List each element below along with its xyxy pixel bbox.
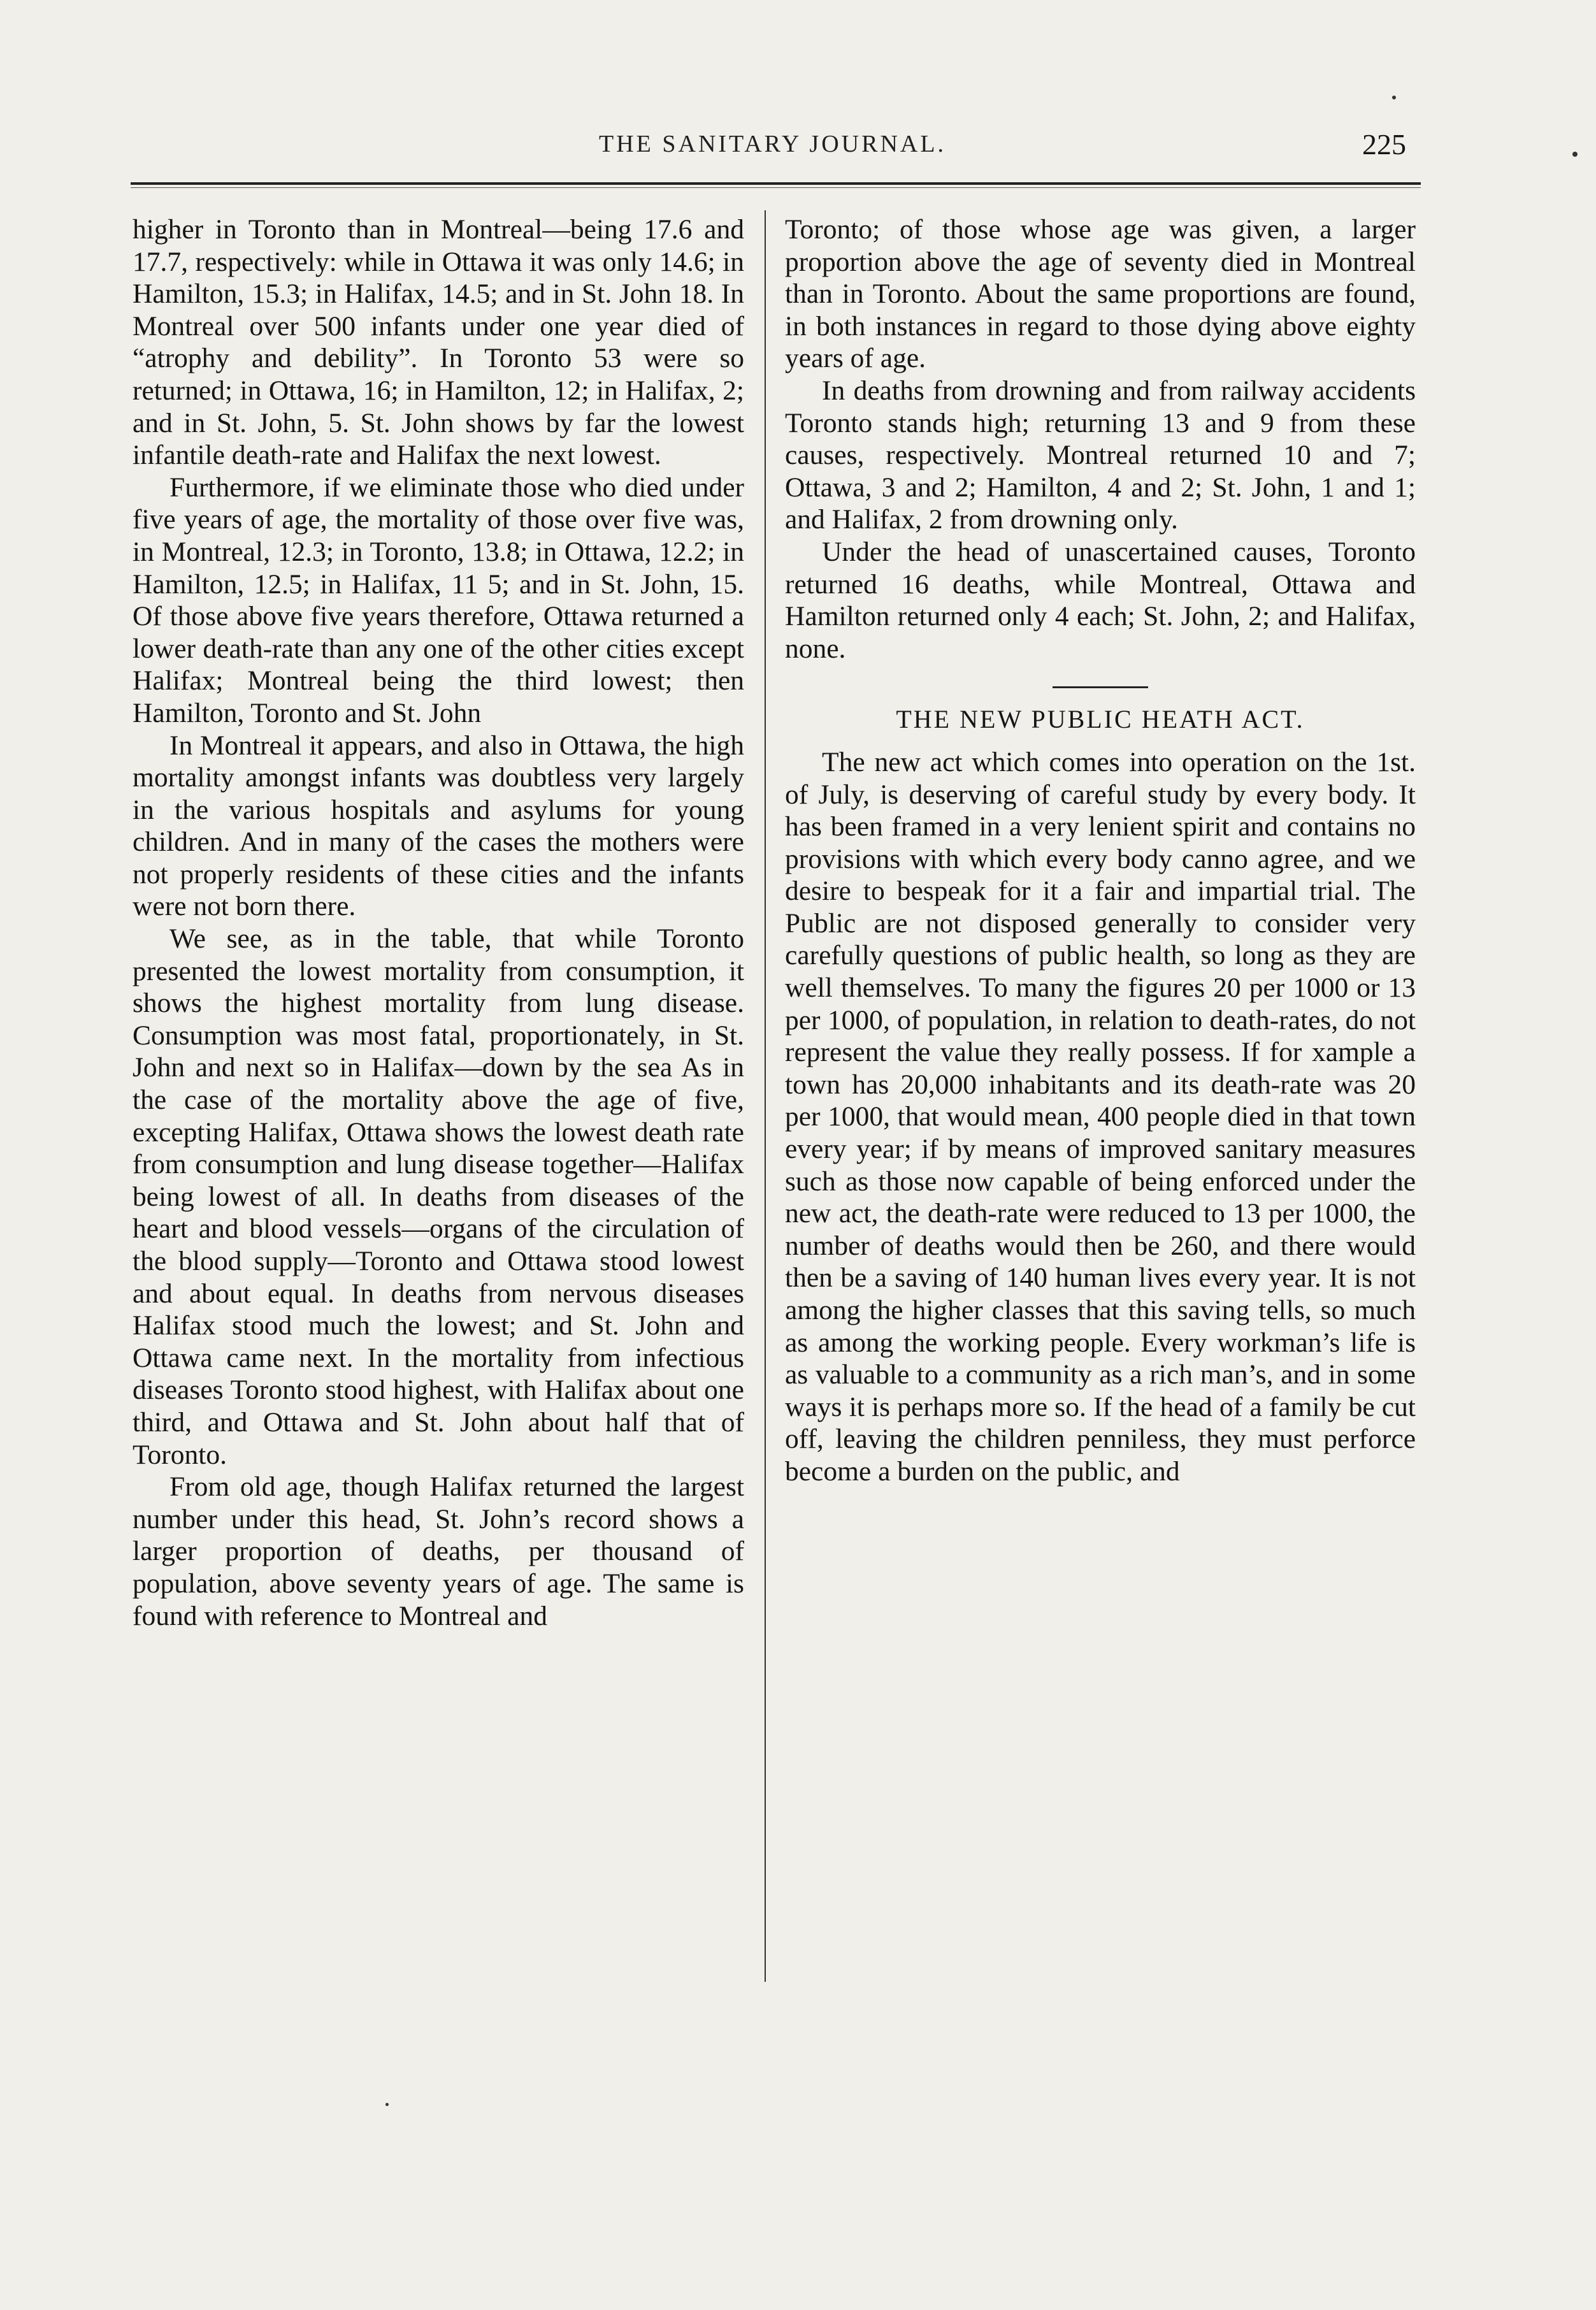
header-rule [131,182,1421,185]
journal-title: THE SANITARY JOURNAL. [599,131,947,157]
page-number: 225 [1362,128,1406,161]
paragraph: higher in Toronto than in Montreal—being 17.6 and 17.7, respectively: while in Ottawa it was only 14.6; in Hamilton, 15.3; in Halifax, 14.5; and in St. John 18. In Montreal over 500 infants under one year died of “atrophy and debility”. In Toronto 53 were so returned; in Ottawa, 16; in Hamilton, 12; in Halifax, 2; and in St. John, 5. St. John shows by far the lowest infantile death-rate and Halifax the next lowest. [133,214,744,471]
column-divider [765,210,766,1982]
ink-speck [385,2103,389,2106]
ink-speck [1392,96,1396,99]
section-heading: THE NEW PUBLIC HEATH ACT. [896,705,1305,734]
running-header [0,127,1596,166]
paragraph: We see, as in the table, that while Toronto presented the lowest mortality from consumption, it shows the highest mortality from lung disease. Consumption was most fatal, proportionately, in St. John and next so in Halifax—down by the sea As in the case of the mortality above the age of five, excepting Halifax, Ottawa shows the lowest death rate from consumption and lung disease together—Halifax being lowest of all. In deaths from diseases of the heart and blood vessels—organs of the circulation of the blood supply—Toronto and Ottawa stood lowest and about equal. In deaths from nervous diseases Halifax stood much the lowest; and St. John and Ottawa came next. In the mortality from infectious diseases Toronto stood highest, with Halifax about one third, and Ottawa and St. John about half that of Toronto. [133,923,744,1470]
paragraph: From old age, though Halifax returned the largest number under this head, St. John’s record shows a larger proportion of deaths, per thousand of population, above seventy years of age. The same is found with reference to Montreal and [133,1471,744,1631]
left-column [133,213,744,1632]
paragraph: Toronto; of those whose age was given, a larger proportion above the age of seventy died in Montreal than in Toronto. About the same proportions are found, in both instances in regard to those dying above eighty years of age. [785,214,1416,374]
paragraph: Under the head of unascertained causes, Toronto returned 16 deaths, while Montreal, Ottawa and Hamilton returned only 4 each; St. John, 2; and Halifax, none. [785,536,1416,664]
paragraph: In deaths from drowning and from railway accidents Toronto stands high; returning 13 and 9 from these causes, respectively. Montreal returned 10 and 7; Ottawa, 3 and 2; Hamilton, 4 and 2; St. John, 1 and 1; and Halifax, 2 from drowning only. [785,375,1416,535]
section-divider [1053,686,1148,688]
right-column [785,213,1416,1488]
paragraph: In Montreal it appears, and also in Ottawa, the high mortality amongst infants was doubtless very largely in the various hospitals and asylums for young children. And in many of the cases the mothers were not properly residents of these cities and the infants were not born there. [133,730,744,922]
header-rule-thin [131,187,1421,188]
paragraph: The new act which comes into operation on the 1st. of July, is deserving of careful study by every body. It has been framed in a very lenient spirit and contains no provisions with which every body canno agree, and we desire to bespeak for it a fair and impartial trial. The Public are not disposed generally to consider very carefully questions of public health, so long as they are well themselves. To many the figures 20 per 1000 or 13 per 1000, of population, in relation to death-rates, do not represent the value they really possess. If for xample a town has 20,000 inhabitants and its death-rate was 20 per 1000, that would mean, 400 people died in that town every year; if by means of improved sanitary measures such as those now capable of being enforced under the new act, the death-rate were reduced to 13 per 1000, the number of deaths would then be 260, and there would then be a saving of 140 human lives every year. It is not among the higher classes that this saving tells, so much as among the working people. Every workman’s life is as valuable to a community as a rich man’s, and in some ways it is perhaps more so. If the head of a family be cut off, leaving the children penniless, they must perforce become a burden on the public, and [785,746,1416,1487]
ink-speck [1572,152,1578,157]
paragraph: Furthermore, if we eliminate those who died under five years of age, the mortality of those over five was, in Montreal, 12.3; in Toronto, 13.8; in Ottawa, 12.2; in Hamilton, 12.5; in Halifax, 11 5; and in St. John, 15. Of those above five years therefore, Ottawa returned a lower death-rate than any one of the other cities except Halifax; Montreal being the third lowest; then Hamilton, Toronto and St. John [133,472,744,728]
